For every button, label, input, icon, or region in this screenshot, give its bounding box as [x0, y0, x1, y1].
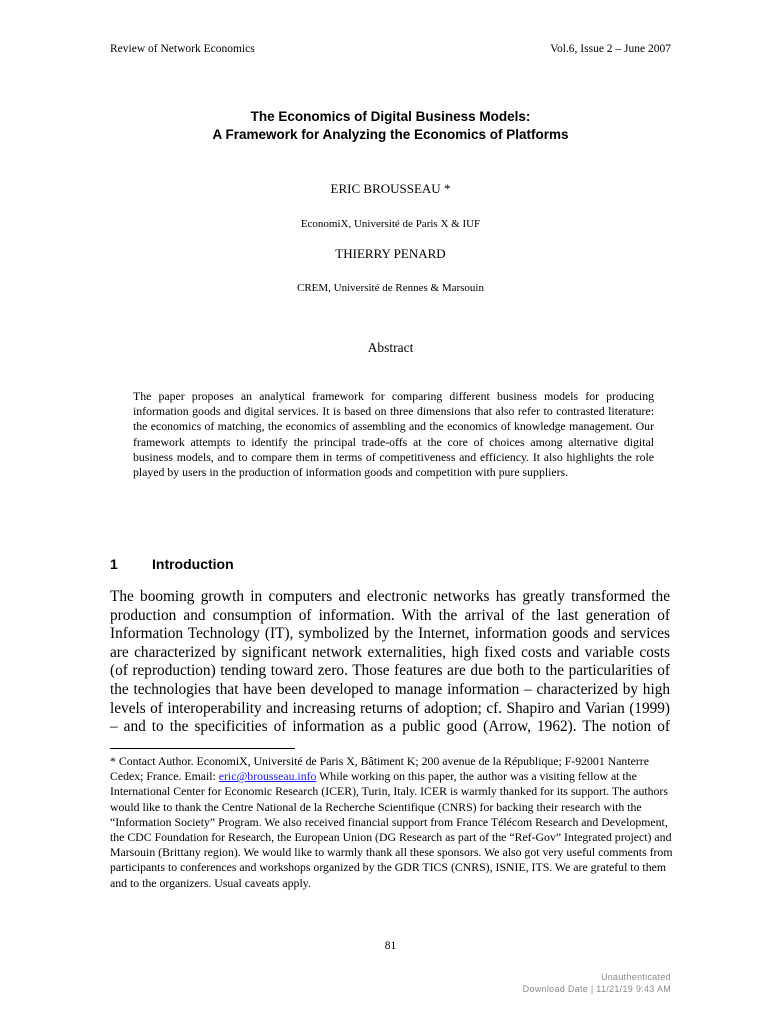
footnote-text-rest: While working on this paper, the author was a visiting fellow at the International Center for Economic Research (ICER), Turin, Italy. ICER is warmly thanked for its support. The authors would like to thank the Centre National de la Recherche Scientifique (CNRS) for backing their research with the “Information Society” Program. We also received financial support from France Télécom Research and Development, the CDC Foundation for Research, the European Union (DG Research as part of the “Ref-Gov” Integrated project) and Marsouin (Brittany region). We would like to warmly thank all these sponsors. We also got very useful comments from participants to conferences and workshops organized by the GDR TICS (CNRS), ISNIE, ITS. We are grateful to them and to the organizers. Usual caveats apply.: [110, 769, 673, 890]
running-head-issue: Vol.6, Issue 2 – June 2007: [550, 43, 671, 55]
author-name-1: ERIC BROUSSEAU *: [330, 181, 451, 196]
section-number: 1: [110, 556, 118, 572]
running-head-journal: Review of Network Economics: [110, 43, 255, 55]
abstract-text: The paper proposes an analytical framework for comparing different business models for producing information goods and digital services. It is based on three dimensions that also refer to contrasted literature: the economics of matching, the economics of assembling and the economics of knowledge management. Our framework attempts to identify the principal trade-offs at the core of choices among alternative digital business models, and to compare them in terms of competitiveness and efficiency. It also highlights the role played by users in the production of information goods and competition with pure suppliers.: [133, 389, 654, 480]
watermark-line-2: Download Date | 11/21/19 9:43 AM: [522, 984, 671, 994]
footnote: [110, 754, 676, 891]
footnote-rule: [110, 748, 295, 749]
intro-paragraph: The booming growth in computers and electronic networks has greatly transformed the production and consumption of information. With the arrival of the last generation of Information Technology (IT), symbolized by the Internet, information goods and services are characterized by significant network externalities, high fixed costs and variable costs (of reproduction) tending toward zero. Those features are due both to the particularities of the technologies that have been developed to manage information – characterized by high levels of interoperability and increasing returns of adoption; cf. Shapiro and Varian (1999) – and to the specificities of information as a public good (Arrow, 1962). The notion of: [110, 588, 670, 736]
section-heading: [110, 556, 234, 572]
paper-title: [0, 108, 768, 144]
section-title: Introduction: [152, 556, 234, 572]
footnote-text-start: * Contact Author. EconomiX, Université de Paris X, Bâtiment K; 200 avenue de la République; F-92001 Nanterre Cedex; France. Email:: [110, 754, 649, 784]
author-affiliation-2: CREM, Université de Rennes & Marsouin: [297, 282, 484, 294]
author-name-2: THIERRY PENARD: [335, 246, 446, 261]
email-link[interactable]: eric@brousseau.info: [218, 769, 317, 784]
page-number: 81: [384, 940, 397, 952]
paper-title-line2: A Framework for Analyzing the Economics of Platforms: [212, 127, 569, 142]
watermark-line-1: Unauthenticated: [600, 972, 671, 982]
paper-title-line1: The Economics of Digital Business Models:: [250, 109, 531, 124]
author-affiliation-1: EconomiX, Université de Paris X & IUF: [300, 218, 481, 230]
abstract-heading: Abstract: [367, 340, 414, 355]
